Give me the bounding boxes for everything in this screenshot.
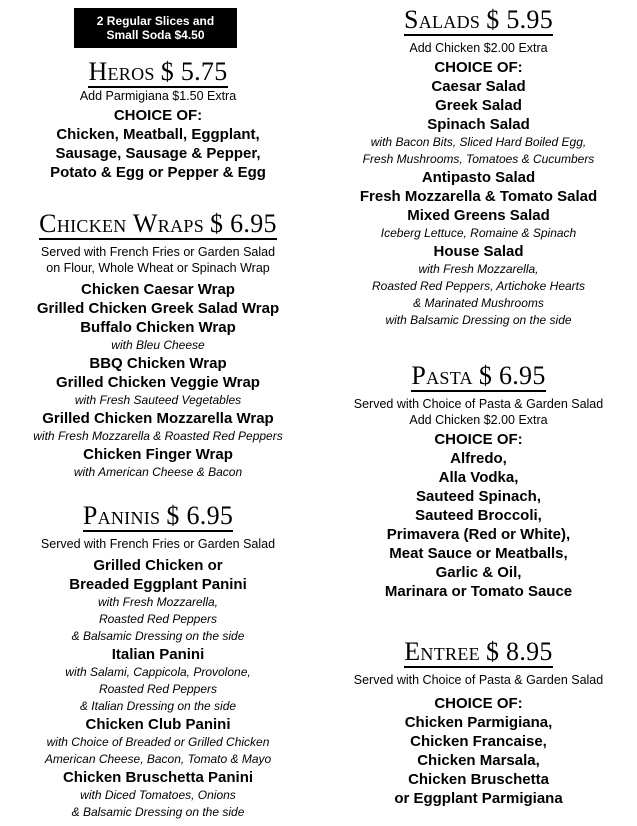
wraps-note: on Flour, Whole Wheat or Spinach Wrap (46, 261, 270, 275)
salad-line: House Salad (433, 243, 524, 260)
wrap-item-desc: with American Cheese & Bacon (73, 465, 243, 479)
entree-item: Chicken Marsala, (417, 752, 540, 769)
pasta-note: Served with Choice of Pasta & Garden Salad (353, 397, 604, 411)
entree-choice-label: CHOICE OF: (434, 695, 523, 712)
entree-section (320, 638, 637, 808)
heros-section (0, 58, 316, 182)
entree-item: Chicken Bruschetta (408, 771, 549, 788)
entree-item: or Eggplant Parmigiana (394, 790, 563, 807)
salads-heading (404, 6, 553, 36)
pasta-item: Meat Sauce or Meatballs, (389, 545, 568, 562)
pasta-title: Pasta (411, 361, 473, 390)
salad-line: Caesar Salad (431, 78, 526, 95)
wrap-item-name: Grilled Chicken Veggie Wrap (56, 374, 260, 391)
panini-line: with Choice of Breaded or Grilled Chicken (46, 735, 270, 749)
salads-note: Add Chicken $2.00 Extra (409, 41, 548, 55)
wrap-item-name: Grilled Chicken Mozzarella Wrap (42, 410, 274, 427)
salad-line: Iceberg Lettuce, Romaine & Spinach (380, 226, 577, 240)
wrap-item-name: BBQ Chicken Wrap (89, 355, 227, 372)
entree-title: Entree (404, 637, 480, 666)
wrap-item-name: Chicken Finger Wrap (83, 446, 233, 463)
salad-line: Mixed Greens Salad (407, 207, 550, 224)
heros-heading (88, 58, 227, 88)
salad-line: Antipasto Salad (421, 169, 536, 186)
pasta-item: Garlic & Oil, (435, 564, 522, 581)
salad-line: & Marinated Mushrooms (413, 296, 544, 310)
paninis-price: $ 6.95 (166, 501, 234, 530)
pasta-item: Alla Vodka, (438, 469, 519, 486)
panini-line: Roasted Red Peppers (98, 682, 218, 696)
pasta-choice-label: CHOICE OF: (434, 431, 523, 448)
heros-note: Add Parmigiana $1.50 Extra (79, 89, 237, 103)
wraps-note: Served with French Fries or Garden Salad (40, 245, 276, 259)
wraps-heading (39, 210, 277, 240)
heros-item: Chicken, Meatball, Eggplant, (56, 126, 260, 143)
pasta-item: Primavera (Red or White), (386, 526, 571, 543)
paninis-note: Served with French Fries or Garden Salad (40, 537, 276, 551)
pasta-item: Sauteed Spinach, (415, 488, 542, 505)
wraps-price: $ 6.95 (210, 209, 277, 238)
entree-price: $ 8.95 (485, 637, 553, 666)
panini-line: & Balsamic Dressing on the side (71, 805, 245, 819)
heros-title: Heros (88, 57, 155, 86)
heros-item: Potato & Egg or Pepper & Egg (50, 164, 266, 181)
wraps-section (0, 210, 316, 481)
salads-price: $ 5.95 (486, 5, 554, 34)
wrap-item-name: Chicken Caesar Wrap (81, 281, 235, 298)
heros-item: Sausage, Sausage & Pepper, (55, 145, 261, 162)
salad-line: Fresh Mushrooms, Tomatoes & Cucumbers (362, 152, 595, 166)
panini-line: Grilled Chicken or (93, 557, 223, 574)
badge-line-2: Small Soda $4.50 (106, 28, 205, 42)
pasta-item: Sauteed Broccoli, (415, 507, 542, 524)
wrap-item-desc: with Fresh Mozzarella & Roasted Red Peppers (33, 429, 283, 443)
panini-line: with Fresh Mozzarella, (97, 595, 219, 609)
pasta-heading (411, 362, 545, 392)
wrap-item-name: Grilled Chicken Greek Salad Wrap (36, 300, 280, 317)
salad-line: Greek Salad (435, 97, 522, 114)
salads-section (320, 6, 637, 329)
salad-line: Roasted Red Peppers, Artichoke Hearts (372, 279, 585, 293)
panini-line: with Diced Tomatoes, Onions (80, 788, 236, 802)
paninis-heading (83, 502, 233, 532)
paninis-title: Paninis (82, 501, 161, 530)
salads-choice-label: CHOICE OF: (434, 59, 523, 76)
special-offer-badge (74, 8, 237, 48)
pasta-item: Alfredo, (450, 450, 507, 467)
salad-line: with Balsamic Dressing on the side (385, 313, 572, 327)
pasta-price: $ 6.95 (478, 361, 546, 390)
panini-line: with Salami, Cappicola, Provolone, (65, 665, 251, 679)
salad-line: with Fresh Mozzarella, (418, 262, 539, 276)
panini-line: Roasted Red Peppers (98, 612, 218, 626)
entree-item: Chicken Parmigiana, (404, 714, 553, 731)
panini-line: Italian Panini (111, 646, 205, 663)
pasta-note: Add Chicken $2.00 Extra (409, 413, 548, 427)
wrap-item-desc: with Bleu Cheese (111, 338, 205, 352)
panini-line: & Balsamic Dressing on the side (71, 629, 245, 643)
entree-note: Served with Choice of Pasta & Garden Salad (353, 673, 604, 687)
panini-line: American Cheese, Bacon, Tomato & Mayo (44, 752, 272, 766)
badge-line-1: 2 Regular Slices and (96, 14, 215, 28)
heros-choice-label: CHOICE OF: (113, 107, 203, 124)
panini-line: Chicken Club Panini (85, 716, 231, 733)
panini-line: Chicken Bruschetta Panini (62, 769, 254, 786)
salad-line: Spinach Salad (427, 116, 530, 133)
wraps-title: Chicken Wraps (39, 209, 205, 238)
pasta-section (320, 362, 637, 601)
pasta-item: Marinara or Tomato Sauce (384, 583, 573, 600)
salad-line: Fresh Mozzarella & Tomato Salad (359, 188, 598, 205)
wrap-item-desc: with Fresh Sauteed Vegetables (74, 393, 242, 407)
panini-line: & Italian Dressing on the side (79, 699, 237, 713)
entree-heading (404, 638, 553, 668)
heros-price: $ 5.75 (160, 57, 228, 86)
salads-title: Salads (403, 5, 481, 34)
wrap-item-name: Buffalo Chicken Wrap (80, 319, 236, 336)
panini-line: Breaded Eggplant Panini (69, 576, 247, 593)
salad-line: with Bacon Bits, Sliced Hard Boiled Egg, (370, 135, 587, 149)
paninis-section (0, 502, 316, 821)
entree-item: Chicken Francaise, (410, 733, 547, 750)
